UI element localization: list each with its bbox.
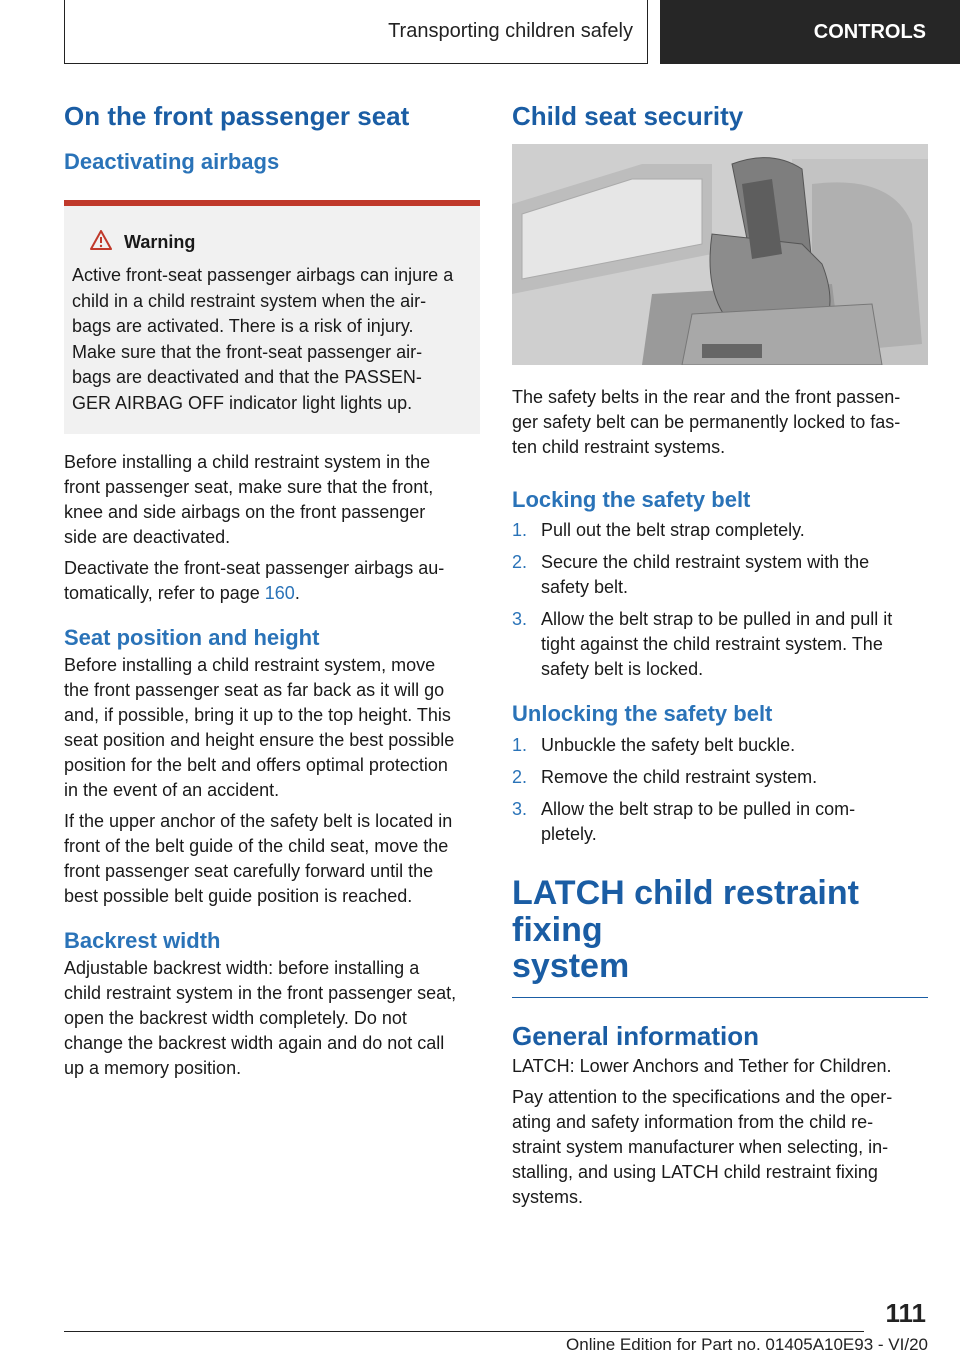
heading-line: LATCH child restraint fixing: [512, 873, 859, 949]
running-header: [64, 0, 648, 64]
text-line: If the upper anchor of the safety belt is located in: [64, 810, 453, 831]
warning-box: [64, 200, 480, 434]
paragraph-latch-definition: LATCH: Lower Anchors and Tether for Children.: [512, 1055, 892, 1076]
unlocking-steps: [512, 733, 928, 847]
text-line: front of the belt guide of the child seat, move the: [64, 835, 449, 856]
text-line: side are deactivated.: [64, 527, 231, 548]
step-text: Unbuckle the safety belt buckle.: [541, 734, 796, 755]
text-line: Adjustable backrest width: before installing a: [64, 957, 420, 978]
left-column: [64, 100, 480, 1087]
warning-line: Active front-seat passenger airbags can injure a: [72, 265, 454, 286]
step-text: Secure the child restraint system with the: [541, 552, 870, 573]
heading-general-information: General information: [512, 1021, 760, 1052]
footer-divider: [64, 1331, 864, 1332]
step-text: Allow the belt strap to be pulled in com-: [541, 798, 856, 819]
warning-text: [72, 263, 474, 416]
paragraph-before-installing: [64, 450, 480, 550]
heading-line: system: [512, 947, 630, 986]
step-text: Pull out the belt strap completely.: [541, 520, 805, 541]
page-reference-link[interactable]: 160: [264, 583, 295, 604]
text-line: front passenger seat, make sure that the front,: [64, 477, 434, 498]
list-item: [512, 607, 928, 682]
warning-line: bags are activated. There is a risk of injury.: [72, 316, 414, 337]
paragraph-backrest: [64, 956, 480, 1081]
footer-edition: Online Edition for Part no. 01405A10E93 - VI/20: [566, 1335, 928, 1354]
list-item: [512, 733, 928, 758]
paragraph-latch-info: [512, 1085, 928, 1210]
list-item: [512, 550, 928, 600]
text-line: Before installing a child restraint system in the: [64, 452, 431, 473]
step-text: Allow the belt strap to be pulled in and pull it: [541, 609, 893, 630]
step-text: safety belt.: [541, 577, 629, 598]
text-line: ten child restraint systems.: [512, 436, 726, 457]
section-title: Transporting children safely: [388, 20, 633, 42]
heading-deactivating-airbags: Deactivating airbags: [64, 148, 280, 174]
text-line: straint system manufacturer when selecting, in-: [512, 1136, 889, 1157]
step-number: 1.: [512, 520, 528, 541]
chapter-tab: [660, 0, 960, 64]
text-line: open the backrest width completely. Do not: [64, 1007, 407, 1028]
text-line: child restraint system in the front passenger seat,: [64, 982, 457, 1003]
step-text: pletely.: [541, 823, 597, 844]
chapter-label: CONTROLS: [813, 20, 926, 43]
heading-front-passenger-seat: On the front passenger seat: [64, 101, 410, 131]
page-number: 111: [885, 1298, 926, 1328]
step-text: Remove the child restraint system.: [541, 766, 818, 787]
step-number: 3.: [512, 609, 528, 630]
text-line: change the backrest width again and do not call: [64, 1032, 445, 1053]
step-number: 1.: [512, 734, 528, 755]
paragraph-seat-position: [64, 653, 480, 803]
paragraph-deactivate: [64, 556, 480, 606]
text-line: the front passenger seat as far back as it will go: [64, 679, 445, 700]
list-item: [512, 765, 928, 790]
text-line: up a memory position.: [64, 1057, 242, 1078]
text-line: tomatically, refer to page: [64, 583, 265, 604]
step-text: tight against the child restraint system. The: [541, 634, 883, 655]
heading-seat-position: Seat position and height: [64, 625, 320, 651]
text-line: The safety belts in the rear and the front passen-: [512, 386, 901, 407]
heading-latch-system: [512, 875, 928, 985]
list-item: [512, 518, 928, 543]
warning-title: Warning: [124, 232, 196, 253]
child-seat-photo: [512, 144, 928, 365]
paragraph-intro: [512, 385, 928, 460]
step-number: 3.: [512, 798, 528, 819]
heading-child-seat-security: Child seat security: [512, 101, 744, 131]
text-line: best possible belt guide position is reached.: [64, 885, 413, 906]
list-item: [512, 797, 928, 847]
section-divider: [512, 997, 928, 998]
right-column: [512, 100, 928, 1216]
text-line: Before installing a child restraint system, move: [64, 654, 436, 675]
text-line: front passenger seat carefully forward until the: [64, 860, 434, 881]
text-line: and, if possible, bring it up to the top height. This: [64, 704, 451, 725]
warning-line: Make sure that the front-seat passenger air-: [72, 341, 423, 362]
text-line: systems.: [512, 1186, 584, 1207]
text-line: ating and safety information from the child re-: [512, 1111, 874, 1132]
text-punct: .: [294, 583, 300, 604]
text-line: position for the belt and offers optimal protection: [64, 754, 448, 775]
warning-line: bags are deactivated and that the PASSEN-: [72, 367, 422, 388]
text-line: knee and side airbags on the front passenger: [64, 502, 426, 523]
text-line: Pay attention to the specifications and the oper-: [512, 1086, 893, 1107]
step-text: safety belt is locked.: [541, 659, 704, 680]
paragraph-upper-anchor: [64, 809, 480, 909]
step-number: 2.: [512, 766, 528, 787]
warning-line: GER AIRBAG OFF indicator light lights up.: [72, 392, 413, 413]
text-line: stalling, and using LATCH child restraint fixing: [512, 1161, 878, 1182]
text-line: Deactivate the front-seat passenger airbags au-: [64, 558, 445, 579]
warning-line: child in a child restraint system when the air-: [72, 290, 427, 311]
text-line: in the event of an accident.: [64, 779, 280, 800]
text-line: ger safety belt can be permanently locked to fas-: [512, 411, 901, 432]
heading-unlocking-belt: Unlocking the safety belt: [512, 701, 773, 727]
locking-steps: [512, 518, 928, 682]
heading-backrest-width: Backrest width: [64, 927, 221, 953]
warning-header: [90, 230, 474, 255]
warning-triangle-icon: [90, 230, 112, 255]
text-line: seat position and height ensure the best possible: [64, 729, 455, 750]
step-number: 2.: [512, 552, 528, 573]
heading-locking-belt: Locking the safety belt: [512, 486, 751, 512]
